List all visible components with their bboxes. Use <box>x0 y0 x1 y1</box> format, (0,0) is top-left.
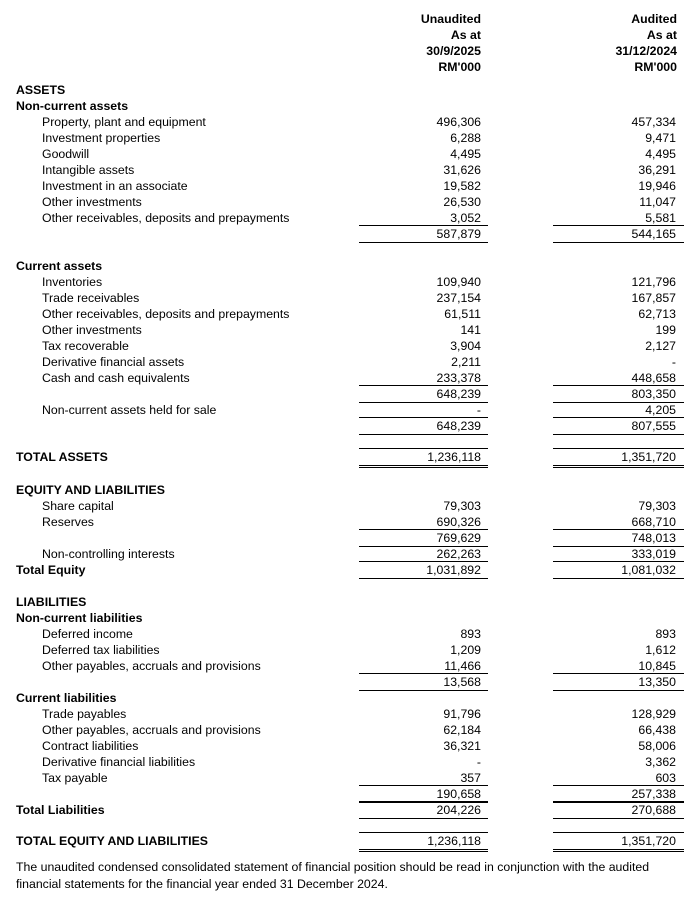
column-header-date: 31/12/2024 <box>615 44 677 58</box>
line-item-row <box>0 626 700 642</box>
line-item-row <box>0 194 700 210</box>
line-item-row <box>0 290 700 306</box>
value-audited: 544,165 <box>631 227 676 241</box>
line-item-row <box>0 498 700 514</box>
section-heading-row <box>0 610 700 626</box>
value-audited: 62,713 <box>638 307 676 321</box>
value-unaudited: 36,321 <box>443 739 481 753</box>
section-heading-row <box>0 98 700 114</box>
section-heading-row <box>0 482 700 498</box>
line-item-row <box>0 770 700 786</box>
line-item-label: Goodwill <box>42 147 90 161</box>
double-underline-rule <box>359 849 488 852</box>
subtotal-rule-bottom <box>359 818 488 819</box>
column-header-line: Unaudited <box>420 12 481 26</box>
section-heading-row <box>0 258 700 274</box>
value-audited: 1,351,720 <box>621 834 676 848</box>
value-audited: 5,581 <box>645 211 676 225</box>
section-label: LIABILITIES <box>16 595 87 609</box>
value-audited: 457,334 <box>631 115 676 129</box>
value-audited: 748,013 <box>631 531 676 545</box>
line-item-label: Non-controlling interests <box>42 547 175 561</box>
section-label: EQUITY AND LIABILITIES <box>16 483 165 497</box>
subtotal-rule-top <box>553 832 684 833</box>
value-audited: 19,946 <box>638 179 676 193</box>
subtotal-rule-bottom <box>359 578 488 579</box>
value-audited: 13,350 <box>638 675 676 689</box>
value-audited: 803,350 <box>631 387 676 401</box>
subtotal-rule-top <box>553 785 684 786</box>
value-audited: 333,019 <box>631 547 676 561</box>
line-item-row <box>0 754 700 770</box>
subtotal-rule-top <box>553 448 684 449</box>
line-item-label: Trade payables <box>42 707 127 721</box>
section-label: Total Equity <box>16 563 86 577</box>
subtotal-row <box>0 802 700 818</box>
line-item-label: Other payables, accruals and provisions <box>42 723 261 737</box>
value-audited: 448,658 <box>631 371 676 385</box>
line-item-row <box>0 722 700 738</box>
double-underline-rule <box>553 465 684 468</box>
subtotal-rule-top <box>359 785 488 786</box>
line-item-label: Investment properties <box>42 131 161 145</box>
value-unaudited: 587,879 <box>436 227 481 241</box>
value-unaudited: 1,209 <box>450 643 481 657</box>
value-audited: 2,127 <box>645 339 676 353</box>
double-underline-rule <box>359 465 488 468</box>
line-item-row <box>0 354 700 370</box>
line-item-row <box>0 402 700 418</box>
line-item-row <box>0 146 700 162</box>
subtotal-row <box>0 386 700 402</box>
subtotal-rule-top <box>359 225 488 226</box>
value-unaudited: 91,796 <box>443 707 481 721</box>
subtotal-rule-top <box>553 801 684 802</box>
line-item-row <box>0 642 700 658</box>
value-unaudited: 6,288 <box>450 131 481 145</box>
column-header-unit: RM'000 <box>438 60 481 74</box>
value-unaudited: - <box>476 755 481 769</box>
column-header-line: As at <box>646 28 677 42</box>
value-audited: 1,612 <box>645 643 676 657</box>
value-unaudited: 690,326 <box>436 515 481 529</box>
subtotal-rule-top <box>359 832 488 833</box>
line-item-label: Other receivables, deposits and prepayments <box>42 211 290 225</box>
line-item-label: Other receivables, deposits and prepayments <box>42 307 290 321</box>
line-item-label: Deferred income <box>42 627 133 641</box>
value-audited: 58,006 <box>638 739 676 753</box>
line-item-row <box>0 706 700 722</box>
value-audited: 66,438 <box>638 723 676 737</box>
section-label: Total Liabilities <box>16 803 105 817</box>
line-item-row <box>0 738 700 754</box>
line-item-row <box>0 658 700 674</box>
line-item-row <box>0 162 700 178</box>
line-item-label: Share capital <box>42 499 114 513</box>
value-audited: 167,857 <box>631 291 676 305</box>
value-unaudited: 1,236,118 <box>427 450 481 464</box>
value-unaudited: 61,511 <box>444 307 481 321</box>
line-item-label: Property, plant and equipment <box>42 115 206 129</box>
section-label: TOTAL ASSETS <box>16 450 108 464</box>
footnote: The unaudited condensed consolidated statement of financial position should be read in conjunction with the audited financial statements for the financial year ended 31 December 2024. <box>16 860 650 891</box>
value-unaudited: 13,568 <box>443 675 481 689</box>
subtotal-rule-bottom <box>553 578 684 579</box>
value-audited: 3,362 <box>645 755 676 769</box>
subtotal-row <box>0 786 700 802</box>
subtotal-rule-bottom <box>553 434 684 435</box>
value-unaudited: 62,184 <box>443 723 481 737</box>
subtotal-rule-top <box>359 529 488 530</box>
value-unaudited: - <box>476 403 481 417</box>
value-audited: 199 <box>655 323 676 337</box>
subtotal-rule-top <box>359 385 488 386</box>
value-audited: - <box>671 355 676 369</box>
grand-total-row <box>0 833 700 849</box>
line-item-label: Other investments <box>42 195 142 209</box>
value-unaudited: 648,239 <box>436 387 481 401</box>
value-unaudited: 11,466 <box>444 659 481 673</box>
line-item-label: Derivative financial assets <box>42 355 185 369</box>
line-item-label: Derivative financial liabilities <box>42 755 196 769</box>
subtotal-row <box>0 674 700 690</box>
value-audited: 36,291 <box>638 163 676 177</box>
value-unaudited: 496,306 <box>436 115 481 129</box>
subtotal-rule-top <box>359 673 488 674</box>
section-label: ASSETS <box>16 83 66 97</box>
line-item-row <box>0 306 700 322</box>
column-header-audited <box>576 11 677 75</box>
subtotal-rule-top <box>553 561 684 562</box>
value-unaudited: 237,154 <box>436 291 481 305</box>
value-audited: 4,495 <box>645 147 676 161</box>
value-unaudited: 19,582 <box>443 179 481 193</box>
section-label: Non-current assets <box>16 99 129 113</box>
line-item-label: Investment in an associate <box>42 179 188 193</box>
subtotal-rule-bottom <box>553 818 684 819</box>
value-unaudited: 1,031,892 <box>426 563 481 577</box>
subtotal-rule-top <box>553 673 684 674</box>
value-unaudited: 262,263 <box>436 547 481 561</box>
value-audited: 10,845 <box>638 659 676 673</box>
line-item-label: Deferred tax liabilities <box>42 643 160 657</box>
value-audited: 121,796 <box>631 275 676 289</box>
value-unaudited: 648,239 <box>436 419 481 433</box>
value-unaudited: 2,211 <box>451 355 481 369</box>
subtotal-row <box>0 562 700 578</box>
column-header-date: 30/9/2025 <box>426 44 481 58</box>
value-unaudited: 3,904 <box>450 339 481 353</box>
double-underline-rule <box>553 849 684 852</box>
value-unaudited: 79,303 <box>443 499 481 513</box>
column-header-line: Audited <box>631 12 677 26</box>
value-audited: 257,338 <box>631 787 676 801</box>
line-item-row <box>0 210 700 226</box>
line-item-row <box>0 322 700 338</box>
subtotal-rule-top <box>359 801 488 802</box>
subtotal-rule-top <box>553 529 684 530</box>
line-item-label: Other payables, accruals and provisions <box>42 659 261 673</box>
value-unaudited: 26,530 <box>443 195 481 209</box>
line-item-label: Cash and cash equivalents <box>42 371 190 385</box>
value-audited: 79,303 <box>638 499 676 513</box>
line-item-label: Inventories <box>42 275 103 289</box>
section-label: Current assets <box>16 259 103 273</box>
column-header-line: As at <box>450 28 481 42</box>
subtotal-rule-top <box>359 448 488 449</box>
value-audited: 807,555 <box>631 419 676 433</box>
subtotal-row <box>0 418 700 434</box>
subtotal-row <box>0 226 700 242</box>
section-label: Non-current liabilities <box>16 611 143 625</box>
line-item-row <box>0 130 700 146</box>
subtotal-rule-bottom <box>553 242 684 243</box>
subtotal-rule-bottom <box>359 434 488 435</box>
value-unaudited: 190,658 <box>436 787 481 801</box>
value-audited: 1,351,720 <box>621 450 676 464</box>
value-audited: 1,081,032 <box>621 563 676 577</box>
column-header-unit: RM'000 <box>634 60 677 74</box>
subtotal-rule-top <box>553 417 684 418</box>
value-unaudited: 141 <box>460 323 481 337</box>
value-unaudited: 3,052 <box>450 211 481 225</box>
value-unaudited: 357 <box>460 771 481 785</box>
line-item-row <box>0 338 700 354</box>
value-unaudited: 204,226 <box>436 803 481 817</box>
section-label: TOTAL EQUITY AND LIABILITIES <box>16 834 208 848</box>
line-item-label: Contract liabilities <box>42 739 139 753</box>
value-audited: 4,205 <box>645 403 676 417</box>
subtotal-rule-top <box>553 385 684 386</box>
value-unaudited: 769,629 <box>436 531 481 545</box>
value-audited: 668,710 <box>631 515 676 529</box>
subtotal-rule-top <box>359 561 488 562</box>
value-audited: 11,047 <box>639 195 676 209</box>
section-label: Current liabilities <box>16 691 117 705</box>
line-item-row <box>0 178 700 194</box>
value-audited: 603 <box>655 771 676 785</box>
line-item-label: Reserves <box>42 515 94 529</box>
section-heading-row <box>0 690 700 706</box>
subtotal-rule-top <box>359 417 488 418</box>
line-item-label: Other investments <box>42 323 142 337</box>
line-item-label: Trade receivables <box>42 291 140 305</box>
section-heading-row <box>0 594 700 610</box>
value-audited: 270,688 <box>631 803 676 817</box>
line-item-label: Intangible assets <box>42 163 135 177</box>
line-item-row <box>0 274 700 290</box>
value-unaudited: 4,495 <box>450 147 481 161</box>
value-audited: 9,471 <box>645 131 676 145</box>
line-item-label: Non-current assets held for sale <box>42 403 217 417</box>
subtotal-rule-top <box>553 225 684 226</box>
subtotal-rule-bottom <box>359 242 488 243</box>
line-item-row <box>0 546 700 562</box>
value-unaudited: 109,940 <box>436 275 481 289</box>
column-header-unaudited <box>380 11 481 75</box>
value-audited: 128,929 <box>631 707 676 721</box>
value-unaudited: 893 <box>460 627 481 641</box>
subtotal-row <box>0 530 700 546</box>
line-item-label: Tax payable <box>42 771 108 785</box>
line-item-row <box>0 370 700 386</box>
line-item-label: Tax recoverable <box>42 339 129 353</box>
section-heading-row <box>0 82 700 98</box>
line-item-row <box>0 514 700 530</box>
value-unaudited: 31,626 <box>443 163 481 177</box>
line-item-row <box>0 114 700 130</box>
value-unaudited: 1,236,118 <box>427 834 481 848</box>
grand-total-row <box>0 449 700 465</box>
value-unaudited: 233,378 <box>436 371 481 385</box>
value-audited: 893 <box>655 627 676 641</box>
